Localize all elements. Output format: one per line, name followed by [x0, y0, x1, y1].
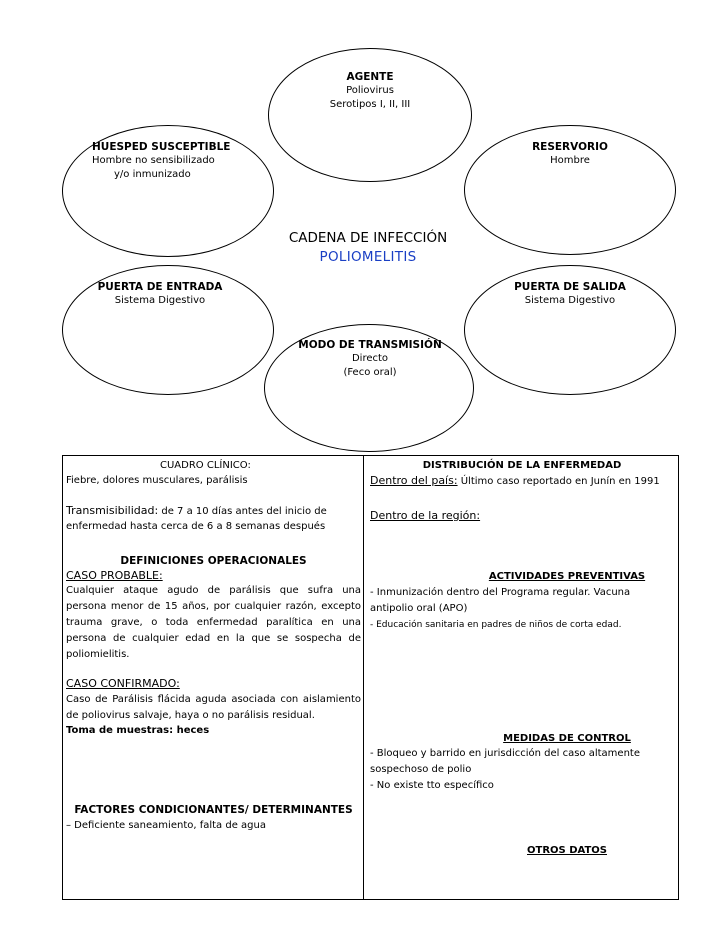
- caso-confirmado-label: CASO CONFIRMADO:: [66, 677, 180, 690]
- transmisibilidad-block: [66, 503, 361, 534]
- modo-heading: MODO DE TRANSMISIÓN: [298, 339, 442, 351]
- factores-heading: FACTORES CONDICIONANTES/ DETERMINANTES: [74, 804, 353, 816]
- modo-line-2: (Feco oral): [343, 367, 397, 378]
- preventivas-item-1b: antipolio oral (APO): [370, 603, 468, 614]
- transmisibilidad-text-2: enfermedad hasta cerca de 6 a 8 semanas después: [66, 521, 326, 532]
- cuadro-heading: CUADRO CLÍNICO:: [160, 460, 251, 471]
- modo-line-1: Directo: [351, 353, 389, 364]
- control-item-1b: sospechoso de polio: [370, 764, 472, 775]
- agente-line-1: Poliovirus: [346, 85, 394, 96]
- huesped-heading: HUESPED SUSCEPTIBLE: [92, 141, 231, 153]
- toma-muestras: Toma de muestras: heces: [66, 725, 210, 736]
- reservorio-heading: RESERVORIO: [532, 141, 608, 153]
- agente-heading: AGENTE: [346, 71, 394, 83]
- caso-confirmado-text: Caso de Parálisis flácida aguda asociada con aislamiento de poliovirus salvaje, haya o no parálisis residual.: [66, 694, 361, 721]
- reservorio-line-1: Hombre: [550, 155, 590, 166]
- puerta-salida-heading: PUERTA DE SALIDA: [514, 281, 626, 293]
- caso-probable-label: CASO PROBABLE:: [66, 569, 163, 582]
- region-label: Dentro de la región:: [370, 509, 481, 522]
- huesped-line-2: y/o inmunizado: [114, 169, 191, 180]
- puerta-entrada-text: [90, 280, 230, 308]
- cuadro-text: Fiebre, dolores musculares, parálisis: [66, 475, 248, 486]
- chain-subtitle: POLIOMELITIS: [319, 249, 417, 265]
- chain-title: CADENA DE INFECCIÓN: [288, 230, 448, 246]
- huesped-text: [92, 140, 242, 182]
- preventivas-item-1a: - Inmunización dentro del Programa regular. Vacuna: [370, 587, 631, 598]
- agente-text: [300, 70, 440, 112]
- otros-datos-heading: OTROS DATOS: [527, 845, 607, 856]
- puerta-entrada-heading: PUERTA DE ENTRADA: [97, 281, 223, 293]
- agente-line-2: Serotipos I, II, III: [329, 99, 411, 110]
- definiciones-heading: DEFINICIONES OPERACIONALES: [120, 555, 307, 567]
- pais-label: Dentro del país:: [370, 474, 458, 487]
- agente-ellipse: [268, 48, 472, 182]
- control-item-1a: - Bloqueo y barrido en jurisdicción del caso altamente: [370, 748, 640, 759]
- preventivas-item-2: - Educación sanitaria en padres de niños de corta edad.: [370, 620, 622, 630]
- reservorio-text: [500, 140, 640, 168]
- transmisibilidad-text-1: de 7 a 10 días antes del inicio de: [158, 506, 327, 517]
- distribucion-heading: DISTRIBUCIÓN DE LA ENFERMEDAD: [422, 460, 622, 471]
- caso-probable-text: Cualquier ataque agudo de parálisis que sufra una persona menor de 15 años, por cualquier razón, excepto trauma grave, o toda enfermedad paralítica en una persona de cualquier edad en la que se sospecha de poliomielitis.: [66, 585, 361, 660]
- chain-title-block: [268, 229, 468, 267]
- pais-block: [370, 473, 676, 489]
- puerta-entrada-line-1: Sistema Digestivo: [114, 295, 206, 306]
- transmisibilidad-label: Transmisibilidad:: [66, 504, 159, 517]
- control-item-2: - No existe tto específico: [370, 780, 494, 791]
- pais-text: Último caso reportado en Junín en 1991: [457, 476, 660, 487]
- factores-text: – Deficiente saneamiento, falta de agua: [66, 820, 266, 831]
- huesped-line-1: Hombre no sensibilizado: [92, 155, 215, 166]
- puerta-salida-line-1: Sistema Digestivo: [524, 295, 616, 306]
- control-heading: MEDIDAS DE CONTROL: [503, 733, 631, 744]
- puerta-salida-text: [500, 280, 640, 308]
- preventivas-heading: ACTIVIDADES PREVENTIVAS: [488, 571, 646, 582]
- modo-text: [290, 338, 450, 380]
